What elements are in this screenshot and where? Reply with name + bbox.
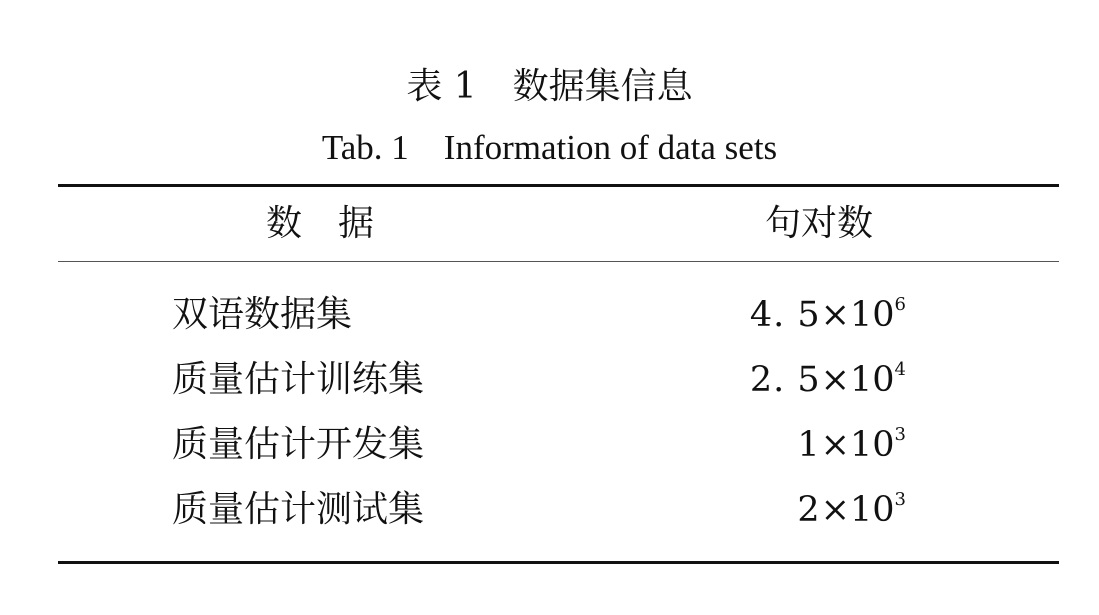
- table-caption-english: Tab. 1 Information of data sets: [321, 128, 778, 167]
- dataset-name: 双语数据集: [172, 294, 353, 335]
- count-base: ×10: [820, 490, 895, 530]
- count-base: ×10: [820, 295, 895, 335]
- column-header-sentence-pairs: 句对数: [765, 203, 874, 244]
- count-exponent: 6: [894, 294, 906, 315]
- table-row: [0, 289, 1099, 341]
- sentence-pair-count: [750, 289, 906, 347]
- dataset-name: 质量估计测试集: [172, 489, 425, 530]
- count-base: ×10: [820, 425, 895, 465]
- count-mantissa: 2: [797, 490, 821, 530]
- sentence-pair-count: [797, 419, 906, 477]
- sentence-pair-count: [750, 354, 906, 412]
- dataset-name: 质量估计开发集: [172, 424, 425, 465]
- dataset-name: 质量估计训练集: [172, 359, 425, 400]
- table-row: [0, 354, 1099, 406]
- count-mantissa: 1: [797, 425, 821, 465]
- table-header-rule: [58, 261, 1059, 262]
- count-mantissa: 4. 5: [749, 295, 821, 335]
- table-row: [0, 484, 1099, 536]
- column-header-data: 数 据: [266, 203, 375, 244]
- count-exponent: 4: [894, 359, 906, 380]
- table-row: [0, 419, 1099, 471]
- table-bottom-rule: [58, 561, 1059, 564]
- count-exponent: 3: [894, 489, 906, 510]
- table-top-rule: [58, 184, 1059, 187]
- count-base: ×10: [820, 360, 895, 400]
- count-exponent: 3: [894, 424, 906, 445]
- sentence-pair-count: [797, 484, 906, 542]
- count-mantissa: 2. 5: [749, 360, 821, 400]
- table-caption-chinese: 表 1 数据集信息: [406, 66, 693, 107]
